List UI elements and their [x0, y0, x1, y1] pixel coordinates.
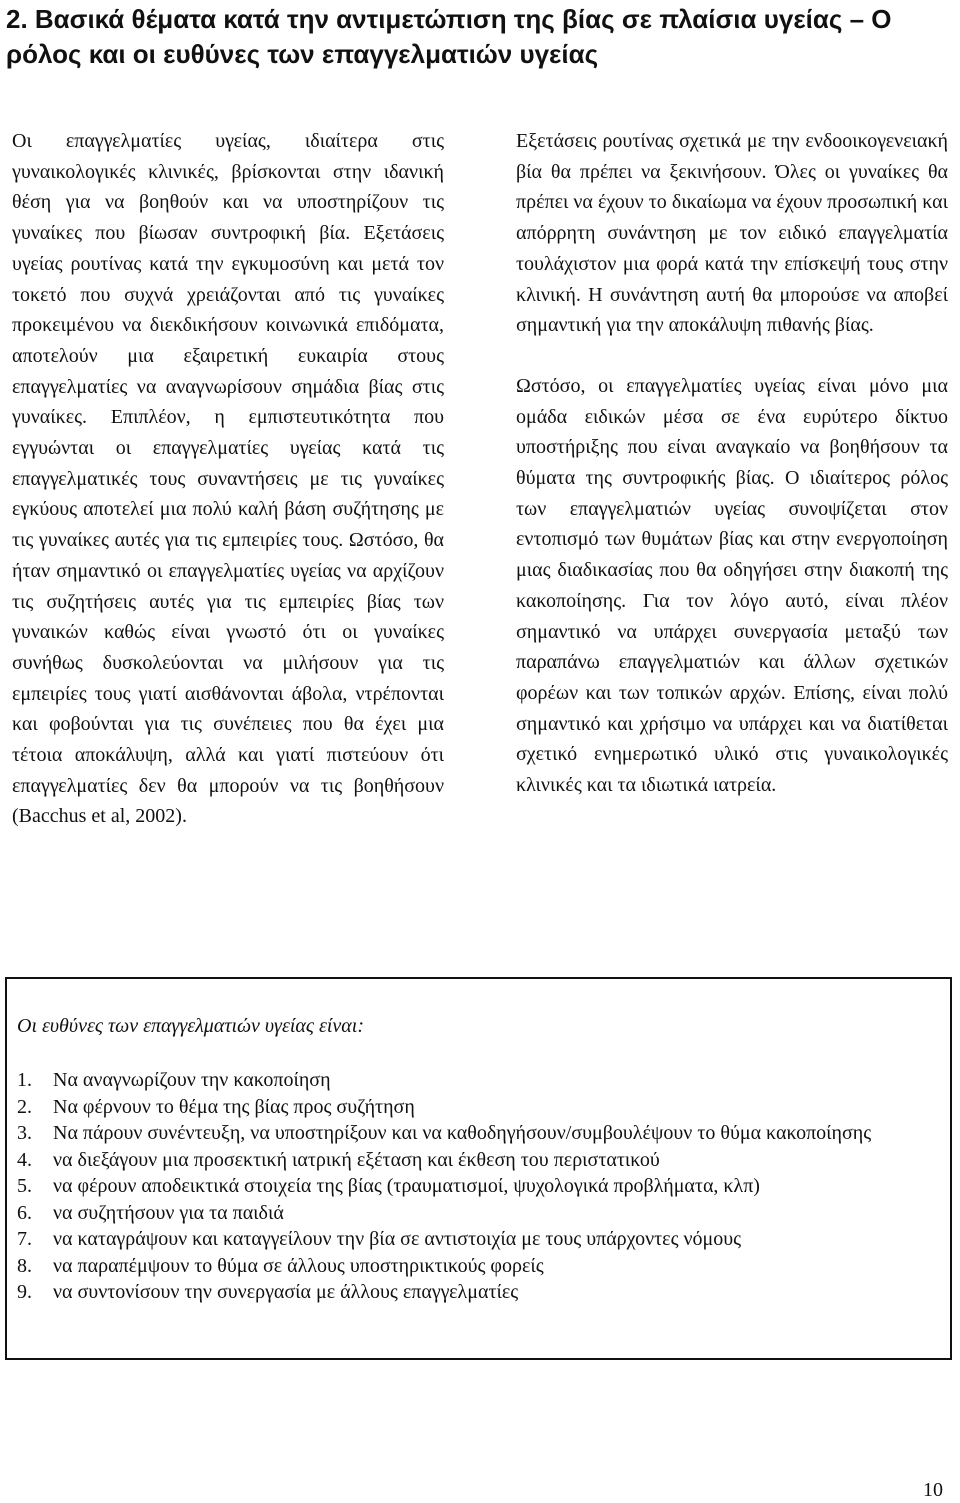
- item-number: 2.: [17, 1095, 32, 1118]
- page-number: 10: [923, 1479, 943, 1501]
- item-text: να καταγράψουν και καταγγείλουν την βία σε αντιστοιχία με τους υπάρχοντες νόμους: [53, 1228, 742, 1250]
- right-p1-sentence-2: Όλες οι γυναίκες θα πρέπει να έχουν το δικαίωμα να έχουν προσωπική και απόρρητη συνάντηση με τον ειδικό επαγγελματία τουλάχιστον μια φορά κατά την επίσκεψή τους στην κλινική.: [516, 160, 948, 306]
- left-paragraph: [12, 126, 444, 832]
- right-column: [516, 126, 948, 801]
- right-p2-sentence-4: Επίσης, είναι πολύ σημαντικό και χρήσιμο να υπάρχει και να διατίθεται σχετικό ενημερωτικό υλικό στις γυναικολογικές κλινικές και τα ιδιωτικά ιατρεία.: [516, 681, 949, 797]
- responsibilities-box: [5, 977, 952, 1360]
- left-column: [12, 126, 444, 832]
- list-item: [17, 1094, 937, 1121]
- right-p2-sentence-2: Ο ιδιαίτερος ρόλος των επαγγελματιών υγείας συνοψίζεται στον εντοπισμό των θυμάτων βίας και στην ενεργοποίηση μιας διαδικασίας που θα οδηγήσει στην διακοπή της κακοποίησης.: [516, 467, 948, 612]
- list-item: [17, 1279, 937, 1306]
- list-item: [17, 1226, 937, 1253]
- left-sentence-1: Οι επαγγελματίες υγείας, ιδιαίτερα στις γυναικολογικές κλινικές, βρίσκονται στην ιδανική θέση για να βοηθούν και να υποστηρίζουν τις γυναίκες που βίωσαν συντροφική βία.: [12, 130, 444, 245]
- list-item: [17, 1147, 937, 1174]
- item-number: 9.: [17, 1281, 32, 1303]
- item-text: Να φέρνουν το θέμα της βίας προς συζήτηση: [53, 1095, 415, 1118]
- responsibilities-title: Οι ευθύνες των επαγγελματιών υγείας είναι:: [17, 1015, 365, 1037]
- item-text: να φέρουν αποδεικτικά στοιχεία της βίας (τραυματισμοί, ψυχολογικά προβλήματα, κλπ): [53, 1175, 760, 1197]
- item-number: 5.: [17, 1175, 32, 1197]
- list-item: [17, 1120, 937, 1147]
- item-number: 8.: [17, 1254, 32, 1277]
- left-sentence-2: Εξετάσεις υγείας ρουτίνας κατά την εγκυμοσύνη και μετά τον τοκετό που συχνά χρειάζονται από τις γυναίκες προκειμένου να διεκδικήσουν κοινωνικά επιδόματα, αποτελούν μια εξαιρετική ευκαιρία στους επαγγελματίες να αναγνωρίσουν σημάδια βίας στις γυναίκες.: [12, 222, 444, 429]
- list-item: [17, 1253, 937, 1280]
- right-paragraph-1: [516, 126, 948, 341]
- item-number: 6.: [17, 1201, 32, 1224]
- item-number: 7.: [17, 1228, 32, 1250]
- item-text: Να πάρουν συνέντευξη, να υποστηρίξουν και να καθοδηγήσουν/συμβουλέψουν το θύμα κακοποίησης: [53, 1122, 872, 1144]
- section-heading: 2. Βασικά θέματα κατά την αντιμετώπιση της βίας σε πλαίσια υγείας – Ο ρόλος και οι ευθύνες των επαγγελματιών υγείας: [6, 4, 892, 69]
- left-sentence-3: Επιπλέον, η εμπιστευτικότητα που εγγυώνται οι επαγγελματίες υγείας κατά τις επαγγελματικές τους συναντήσεις με τις γυναίκες εγκύους αποτελεί μια πολύ καλή βάση συζήτησης με τις γυναίκες αυτές για τις εμπειρίες τους.: [12, 406, 445, 552]
- item-text: να διεξάγουν μια προσεκτική ιατρική εξέταση και έκθεση του περιστατικού: [53, 1148, 660, 1171]
- item-number: 4.: [17, 1148, 32, 1171]
- list-item: [17, 1067, 937, 1094]
- item-text: να συντονίσουν την συνεργασία με άλλους επαγγελματίες: [53, 1281, 519, 1303]
- item-text: να συζητήσουν για τα παιδιά: [53, 1201, 284, 1224]
- right-p2-sentence-3: Για τον λόγο αυτό, είναι πλέον σημαντικό να υπάρχει συνεργασία μεταξύ των παραπάνω επαγγελματιών και άλλων σχετικών φορέων και των τοπικών αρχών.: [516, 589, 949, 704]
- item-text: να παραπέμψουν το θύμα σε άλλους υποστηρικτικούς φορείς: [53, 1254, 544, 1277]
- right-p1-sentence-3: Η συνάντηση αυτή θα μπορούσε να αποβεί σημαντική για την αποκάλυψη πιθανής βίας.: [516, 283, 948, 337]
- list-item: [17, 1200, 937, 1227]
- left-sentence-4: Ωστόσο, θα ήταν σημαντικό οι επαγγελματίες υγείας να αρχίζουν τις συζητήσεις αυτές για τις εμπειρίες βίας των γυναικών καθώς είναι γνωστό ότι οι γυναίκες συνήθως δυσκολεύονται να μιλήσουν για τις εμπειρίες τους γιατί αισθάνονται άβολα, ντρέπονται και φοβούνται για τις συνέπειες που θα έχει μια τέτοια αποκάλυψη, αλλά και γιατί πιστεύουν ότι επαγγελματίες δεν θα μπορούν να τις βοηθήσουν (Bacchus et al, 2002).: [12, 529, 445, 828]
- right-p2-sentence-1: Ωστόσο, οι επαγγελματίες υγείας είναι μόνο μια ομάδα ειδικών μέσα σε ένα ευρύτερο δίκτυο υποστήριξης που είναι αναγκαίο να βοηθήσουν τα θύματα της συντροφικής βίας.: [516, 374, 948, 490]
- responsibilities-list: [17, 1067, 937, 1306]
- right-paragraph-2: [516, 371, 948, 801]
- item-number: 3.: [17, 1122, 32, 1144]
- item-text: Να αναγνωρίζουν την κακοποίηση: [53, 1069, 331, 1091]
- list-item: [17, 1173, 937, 1200]
- item-number: 1.: [17, 1069, 32, 1091]
- right-p1-sentence-1: Εξετάσεις ρουτίνας σχετικά με την ενδοοικογενειακή βία θα πρέπει να ξεκινήσουν.: [516, 130, 948, 183]
